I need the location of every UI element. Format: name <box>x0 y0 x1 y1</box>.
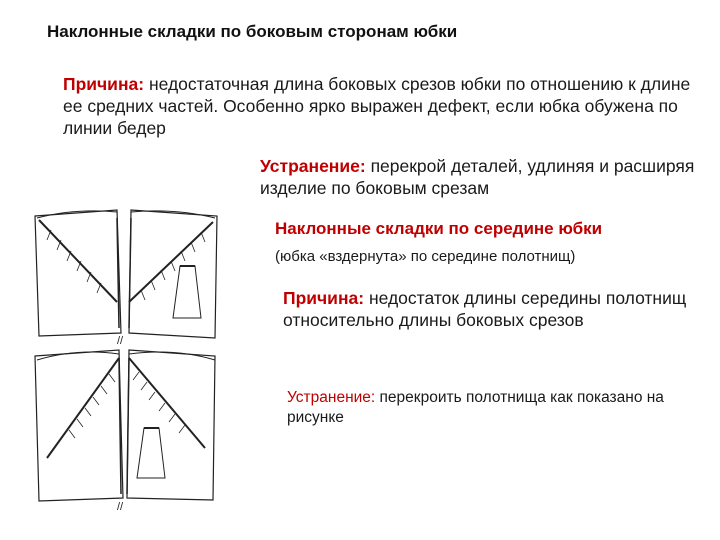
mark-top: // <box>117 335 124 347</box>
fix-text: перекрой деталей, удлиняя и расширяя изделие по боковым срезам <box>260 156 695 198</box>
page-title: Наклонные складки по боковым сторонам юбки <box>47 22 458 41</box>
skirt-figure-middle-folds <box>35 350 215 501</box>
cause-block-side-folds <box>63 73 703 139</box>
skirt-figure-side-folds <box>35 210 217 338</box>
fix-label: Устранение: <box>260 156 366 176</box>
fix-label: Устранение: <box>287 389 376 406</box>
fix-block-middle-folds <box>287 388 687 428</box>
cause-text: недостаток длины середины полотнищ относительно длины боковых срезов <box>283 288 687 330</box>
cause-label: Причина: <box>63 74 145 94</box>
cause-label: Причина: <box>283 288 365 308</box>
cause-text: недостаточная длина боковых срезов юбки по отношению к длине ее средних частей. Особенно ярко выражен дефект, если юбка обужена по линии бедер <box>63 74 691 138</box>
section-subtitle: (юбка «вздернута» по середине полотнищ) <box>275 248 576 265</box>
cause-block-middle-folds <box>283 287 703 331</box>
section-title-middle-folds: Наклонные складки по середине юбки <box>275 219 603 238</box>
mark-bottom: // <box>117 501 124 513</box>
fix-block-side-folds <box>260 155 700 199</box>
skirt-defect-illustration <box>25 198 225 518</box>
fix-text: перекроить полотнища как показано на рисунке <box>287 389 664 426</box>
